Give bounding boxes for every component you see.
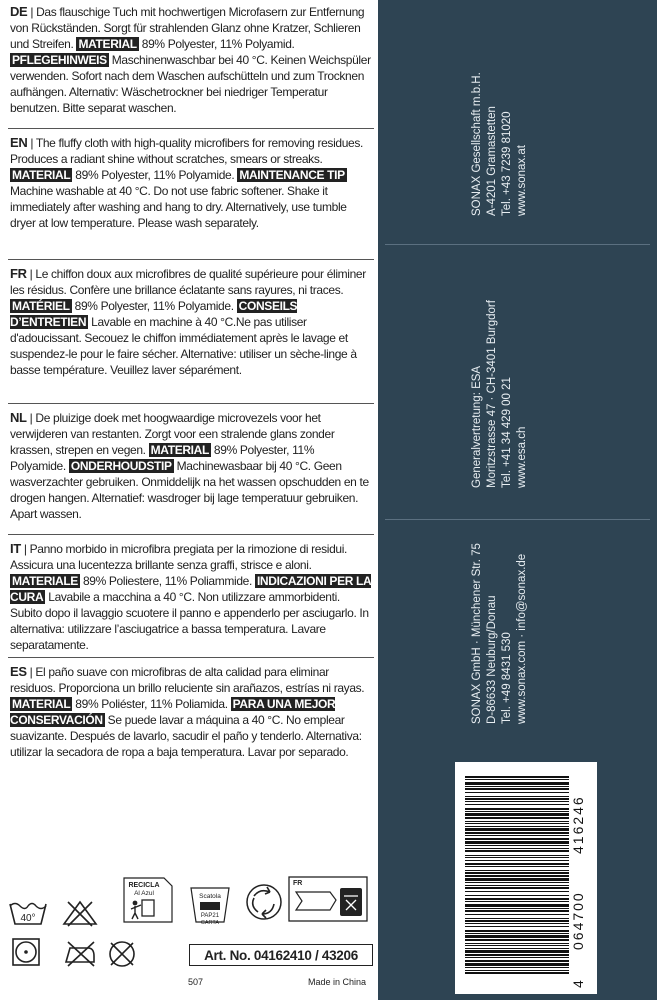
- no-dry-clean-icon: [106, 938, 138, 970]
- barcode-bar: [465, 914, 569, 915]
- barcode-bar: [465, 920, 569, 922]
- section-divider: [8, 259, 374, 260]
- barcode: [455, 762, 597, 994]
- barcode-bar: [465, 963, 569, 966]
- address-line: Generalvertretung: ESA: [471, 365, 483, 488]
- barcode-bar: [465, 841, 569, 844]
- care-text: Se puede lavar a máquina a 40 °C. No emplear suavizante. Después de lavarlo, sacudir el paño y tenderlo. Alternativa: utilizar la secadora de ropa a baja temperatura. Lavar por separado.: [10, 713, 362, 759]
- barcode-bar: [465, 850, 569, 852]
- address-line: A-4201 Gramastetten: [486, 106, 498, 216]
- barcode-bar: [465, 967, 569, 968]
- barcode-bar: [465, 801, 569, 802]
- wash-40-icon: [8, 898, 48, 928]
- barcode-bar: [465, 798, 569, 800]
- barcode-bar: [465, 857, 569, 858]
- lang-code: DE: [10, 4, 28, 19]
- label-care: PARA UNA MEJOR CONSERVACIÓN: [10, 697, 336, 727]
- carton-code: PAP21: [200, 913, 220, 919]
- carton-title: Scatola: [199, 893, 221, 900]
- barcode-bar: [465, 817, 569, 819]
- tumble-dry-low-icon: [10, 936, 42, 968]
- lang-code: ES: [10, 664, 27, 679]
- address-line: Tel. +43 7239 81020: [501, 111, 513, 216]
- barcode-bar: [465, 866, 569, 867]
- lang-code: NL: [10, 410, 27, 425]
- barcode-panel: [455, 762, 597, 994]
- label-care: ONDERHOUDSTIP: [70, 459, 172, 473]
- barcode-bar: [465, 828, 569, 831]
- section-fr: [10, 266, 372, 378]
- wash-temp: 40°: [20, 913, 36, 924]
- barcode-bar: [465, 872, 569, 874]
- section-en: [10, 135, 372, 231]
- lang-code: EN: [10, 135, 28, 150]
- carton-material: CARTA: [200, 920, 220, 926]
- description: | De pluizige doek met hoogwaardige microvezels voor het verwijderen van restanten. Zorgt voor een stralende glans zonder krassen, strepen en vegen.: [10, 411, 335, 457]
- barcode-first-digit: 4: [570, 980, 586, 988]
- label-care: PFLEGEHINWEIS: [12, 53, 107, 67]
- material-text: 89% Poliéster, 11% Poliamida.: [72, 697, 231, 711]
- barcode-bar: [465, 792, 569, 793]
- care-text: Machinewasbaar bij 40 °C. Geen wasverzachter gebruiken. Onmiddelijk na het wassen opschudden en te drogen hangen. Alternatief: wasdroger bij lage temperatuur gebruiken. Apart wassen.: [10, 459, 369, 521]
- triman-sorting-icon: [288, 876, 368, 922]
- address-line: Tel. +41 34 429 00 21: [501, 377, 513, 488]
- barcode-bar: [465, 939, 569, 941]
- barcode-bar: [465, 835, 569, 836]
- barcode-bar: [465, 933, 569, 934]
- section-divider: [8, 657, 374, 658]
- material-text: 89% Poliestere, 11% Poliammide.: [79, 574, 255, 588]
- barcode-bar: [465, 878, 569, 881]
- barcode-bar: [465, 811, 569, 812]
- fr-label: FR: [293, 880, 303, 887]
- barcode-bar: [465, 935, 569, 938]
- section-divider: [8, 403, 374, 404]
- lang-code: FR: [10, 266, 27, 281]
- barcode-bar: [465, 972, 569, 974]
- barcode-bar: [465, 950, 569, 953]
- barcode-bar: [465, 960, 569, 962]
- barcode-bar: [465, 796, 569, 797]
- barcode-bar: [465, 970, 569, 971]
- made-in: Made in China: [308, 977, 367, 987]
- lang-code: IT: [10, 541, 21, 556]
- label-care: INDICAZIONI PER LA CURA: [10, 574, 372, 604]
- section-de: [10, 4, 372, 116]
- recycling-arrows-icon: [244, 882, 284, 922]
- address-divider: [385, 519, 650, 520]
- address-divider: [385, 244, 650, 245]
- address-de: [470, 543, 530, 724]
- material-text: 89% Polyester, 11% Polyamide.: [71, 299, 237, 313]
- barcode-bar: [465, 826, 569, 827]
- address-line: www.sonax.at: [516, 145, 528, 216]
- address-line: Tel. +49 8431 530: [501, 632, 513, 724]
- barcode-bar: [465, 943, 569, 944]
- barcode-bar: [465, 813, 569, 816]
- barcode-bar: [465, 786, 569, 787]
- barcode-group1: 064700: [570, 891, 586, 950]
- label-material: MATERIALE: [12, 574, 78, 588]
- barcode-bar: [465, 832, 569, 834]
- barcode-bar: [465, 908, 569, 909]
- barcode-bar: [465, 788, 569, 790]
- label-care: MAINTENANCE TIP: [239, 168, 345, 182]
- care-text: Maschinenwaschbar bei 40 °C. Keinen Weichspüler verwenden. Sofort nach dem Waschen aufschütteln und zum Trocknen aufhängen. Alternativ: Wäschetrockner bei niedriger Temperatur benutzen. Bitte separat waschen.: [10, 53, 371, 115]
- label-material: MATERIAL: [12, 168, 71, 182]
- barcode-bar: [465, 923, 569, 924]
- label-material: MATÉRIEL: [12, 299, 70, 313]
- barcode-bar: [465, 808, 569, 810]
- barcode-bar: [465, 821, 569, 822]
- label-material: MATERIAL: [78, 37, 137, 51]
- no-bleach-icon: [62, 898, 98, 928]
- label-material: MATERIAL: [150, 443, 209, 457]
- material-text: 89% Polyester, 11% Polyamide.: [10, 443, 315, 473]
- barcode-bar: [465, 891, 569, 892]
- recycle-title: RECICLA: [128, 882, 160, 889]
- barcode-bar: [465, 948, 569, 949]
- care-text: Lavabile a macchina a 40 °C. Non utilizzare ammorbidenti. Subito dopo il lavaggio scuotere il panno e appenderlo per asciugarlo. In alternativa: utilizzare l’asciugatrice a bassa temperatura. Lavare separatamente.: [10, 590, 369, 652]
- barcode-bar: [465, 930, 569, 932]
- section-nl: [10, 410, 372, 522]
- address-line: SONAX Gesellschaft m.b.H.: [471, 72, 483, 216]
- care-text: Machine washable at 40 °C. Do not use fabric softener. Shake it immediately after washing and hang to dry. Alternatively, use tumble dryer at low temperature. Please wash separately.: [10, 184, 347, 230]
- barcode-bar: [465, 855, 569, 856]
- barcode-bar: [465, 804, 569, 805]
- address-line: www.esa.ch: [516, 426, 528, 488]
- batch-code: 507: [188, 977, 204, 987]
- barcode-bar: [465, 848, 569, 849]
- carton-pap21-icon: [188, 884, 232, 926]
- section-es: [10, 664, 372, 760]
- address-ch: [470, 300, 530, 488]
- barcode-bar: [465, 779, 569, 780]
- barcode-bar: [465, 870, 569, 871]
- recycle-sub: Al Azul: [134, 890, 154, 897]
- barcode-bar: [465, 776, 569, 778]
- address-line: SONAX GmbH · Münchener Str. 75: [471, 543, 483, 724]
- barcode-bar: [465, 823, 569, 824]
- barcode-bar: [465, 901, 569, 902]
- barcode-bar: [465, 887, 569, 889]
- barcode-bar: [465, 885, 569, 886]
- material-text: 89% Polyester, 11% Polyamide.: [72, 168, 238, 182]
- label-material: MATERIAL: [12, 697, 71, 711]
- description: | Le chiffon doux aux microfibres de qualité supérieure pour éliminer les résidus. Confère une brillance éclatante sans rayures, ni traces.: [10, 267, 366, 297]
- address-line: Moritzstrasse 47 · CH-3401 Burgdorf: [486, 300, 498, 488]
- description: | Panno morbido in microfibra pregiata per la rimozione di residui. Assicura una lucentezza brillante senza graffi, strisce e aloni.: [10, 542, 348, 572]
- barcode-bar: [465, 954, 569, 956]
- description: | Das flauschige Tuch mit hochwertigen Microfasern zur Entfernung von Rückständen. Sorgt für strahlenden Glanz ohne Kratzer, Schlieren und Streifen.: [10, 5, 365, 51]
- material-text: 89% Polyester, 11% Polyamid.: [138, 37, 295, 51]
- barcode-bar: [465, 926, 569, 927]
- care-text: Lavable en machine à 40 °C.Ne pas utiliser d'adoucissant. Secouez le chiffon immédiatement après le lavage et suspendez-le pour le faire sécher. Alternative: utiliser un sèche-linge à basse température. Veuillez laver séparément.: [10, 315, 357, 377]
- description: | The fluffy cloth with high-quality microfibers for removing residues. Produces a radiant shine without scratches, smears or streaks.: [10, 136, 363, 166]
- barcode-bar: [465, 918, 569, 919]
- description: | El paño suave con microfibras de alta calidad para eliminar residuos. Proporciona un brillo reluciente sin arañazos, estrías ni rayas.: [10, 665, 365, 695]
- barcode-bar: [465, 904, 569, 907]
- address-line: D-86633 Neuburg/Donau: [486, 595, 498, 724]
- section-divider: [8, 534, 374, 535]
- barcode-bar: [465, 875, 569, 877]
- barcode-bar: [465, 882, 569, 883]
- barcode-bar: [465, 838, 569, 840]
- barcode-bar: [465, 898, 569, 900]
- barcode-bar: [465, 863, 569, 865]
- no-iron-icon: [62, 938, 98, 968]
- barcode-bar: [465, 945, 569, 946]
- barcode-group2: 416246: [570, 795, 586, 854]
- barcode-bar: [465, 957, 569, 958]
- address-at: [470, 72, 530, 216]
- address-line: www.sonax.com · info@sonax.de: [516, 553, 528, 724]
- article-number: Art. No. 04162410 / 43206: [189, 944, 373, 966]
- barcode-bar: [465, 782, 569, 785]
- section-it: [10, 541, 372, 653]
- barcode-bar: [465, 910, 569, 912]
- recycle-blue-bin-icon: [120, 876, 174, 924]
- label-care: CONSEILS D’ENTRETIEN: [10, 299, 298, 329]
- barcode-bar: [465, 860, 569, 861]
- barcode-bar: [465, 895, 569, 896]
- section-divider: [8, 128, 374, 129]
- barcode-bar: [465, 845, 569, 846]
